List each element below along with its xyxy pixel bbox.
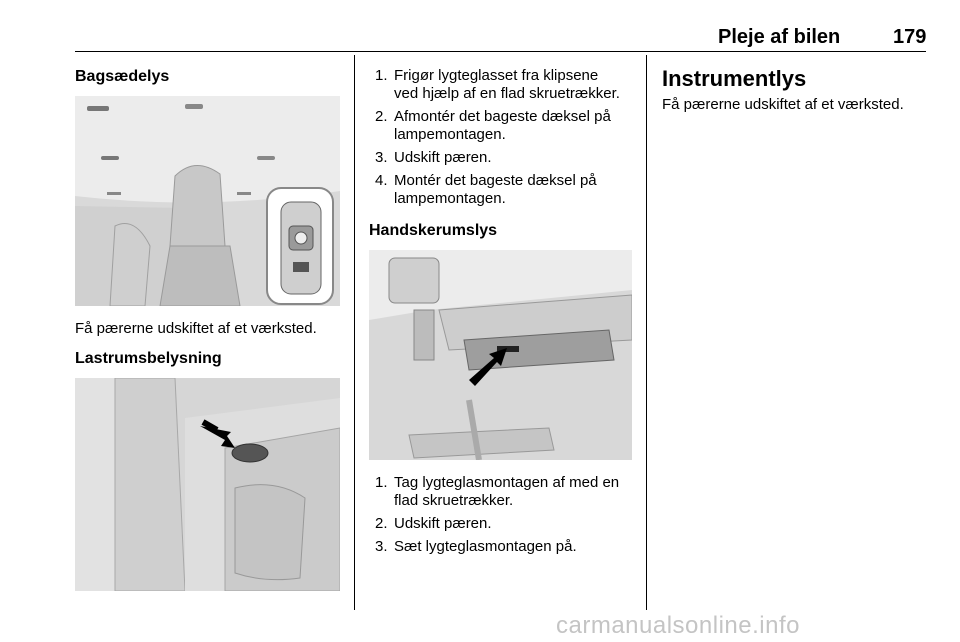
step-item: 1. Tag lygteglasmontagen af med en flad skruetrækker. xyxy=(375,474,620,509)
rear-seat-light-illustration xyxy=(75,96,340,306)
step-item: 1. Frigør lygteglasset fra klipsene ved hjælp af en flad skruetrækker. xyxy=(375,67,620,102)
page-number: 179 xyxy=(893,26,927,48)
step-item: 3. Sæt lygteglasmontagen på. xyxy=(375,538,577,555)
heading-rear-seat-light: Bagsædelys xyxy=(75,68,170,85)
watermark: carmanualsonline.info xyxy=(556,612,800,639)
step-item: 4. Montér det bageste dæksel på lampemontagen. xyxy=(375,172,597,207)
page-header-title: Pleje af bilen xyxy=(718,26,841,48)
column-divider-2 xyxy=(646,55,647,610)
glovebox-light-illustration xyxy=(369,250,632,460)
header-divider xyxy=(75,51,926,52)
cargo-light-illustration xyxy=(75,378,340,591)
steps-glovebox-light xyxy=(369,474,639,561)
steps-rear-seat-light xyxy=(369,67,639,213)
paragraph-rear-seat-light: Få pærerne udskiftet af et værksted. xyxy=(75,320,317,337)
heading-cargo-light: Lastrumsbelysning xyxy=(75,350,222,367)
step-item: 3. Udskift pæren. xyxy=(375,149,492,166)
paragraph-instrument-light: Få pærerne udskiftet af et værksted. xyxy=(662,96,904,113)
step-item: 2. Afmontér det bageste dæksel på lampemontagen. xyxy=(375,108,611,143)
heading-glovebox-light: Handskerumslys xyxy=(369,222,498,239)
step-item: 2. Udskift pæren. xyxy=(375,515,492,532)
column-divider-1 xyxy=(354,55,355,610)
heading-instrument-light: Instrumentlys xyxy=(662,66,807,91)
